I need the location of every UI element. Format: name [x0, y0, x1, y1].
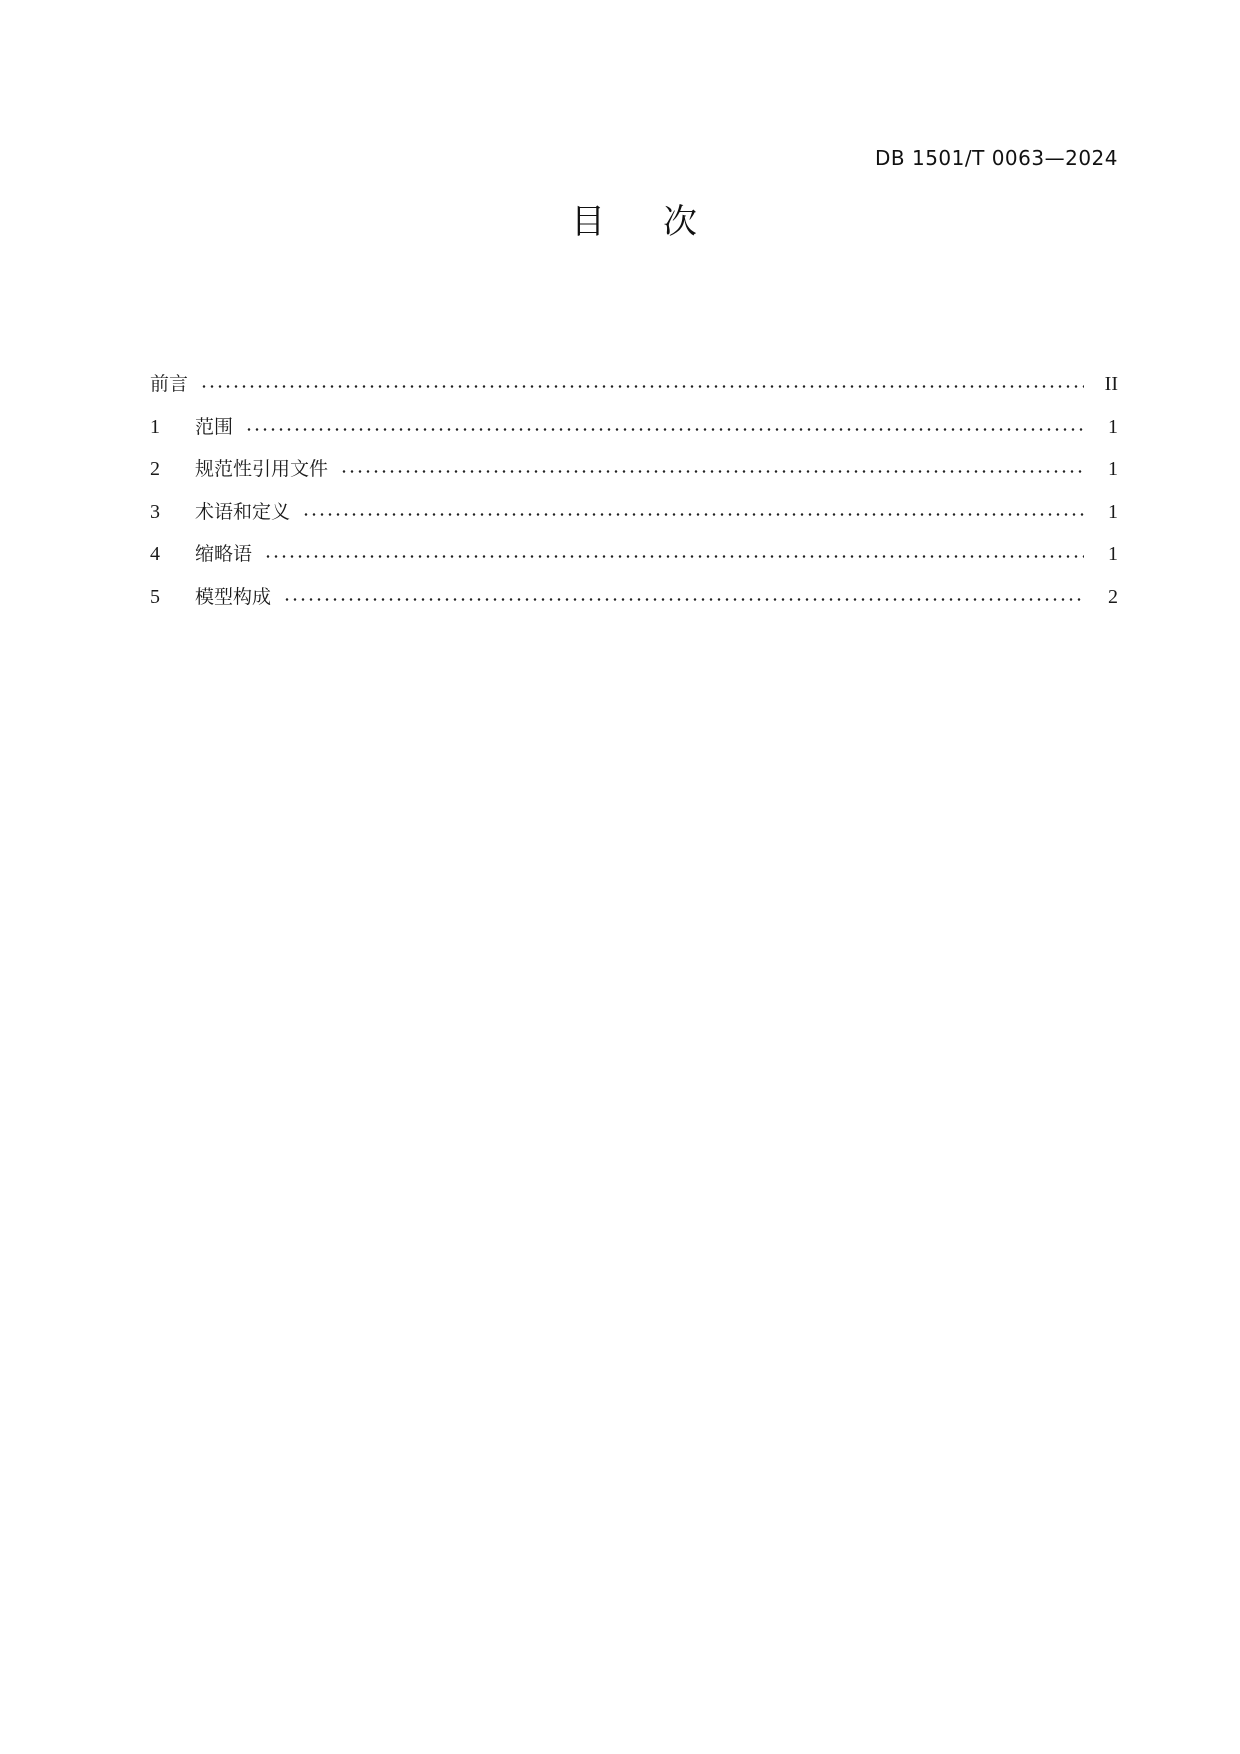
toc-entry-number: 5	[150, 585, 160, 608]
toc-entry-label: 缩略语	[195, 544, 253, 565]
toc-entry-page: 1	[1108, 543, 1118, 565]
toc-leader-dots	[302, 503, 1084, 518]
toc-leader-dots	[245, 418, 1084, 433]
toc-list	[150, 363, 1118, 618]
toc-title: 目次	[571, 202, 755, 242]
toc-entry-page: 1	[1108, 415, 1118, 438]
toc-entry	[150, 491, 1118, 534]
toc-leader-dots	[283, 588, 1084, 603]
toc-entry-label: 范围	[195, 416, 234, 438]
standard-number: DB 1501/T 0063—2024	[875, 146, 1118, 170]
toc-entry	[150, 533, 1118, 576]
toc-entry-page: 2	[1108, 585, 1118, 608]
toc-leader-dots	[200, 375, 1084, 390]
toc-entry	[150, 448, 1118, 491]
toc-entry-label: 前言	[150, 374, 189, 395]
toc-entry	[150, 363, 1118, 406]
toc-leader-dots	[264, 545, 1084, 560]
toc-entry	[150, 406, 1118, 449]
toc-entry-page: 1	[1108, 458, 1118, 480]
toc-entry-label: 模型构成	[195, 586, 272, 608]
toc-entry-label: 术语和定义	[195, 501, 291, 523]
toc-entry-number: 4	[150, 543, 160, 565]
toc-entry-page: 1	[1108, 500, 1118, 523]
toc-leader-dots	[340, 460, 1084, 475]
toc-entry-number: 1	[150, 415, 160, 438]
toc-entry	[150, 576, 1118, 619]
toc-entry-number: 2	[150, 458, 160, 480]
toc-entry-page: II	[1104, 373, 1118, 395]
toc-entry-label: 规范性引用文件	[195, 459, 329, 480]
toc-entry-number: 3	[150, 500, 160, 523]
